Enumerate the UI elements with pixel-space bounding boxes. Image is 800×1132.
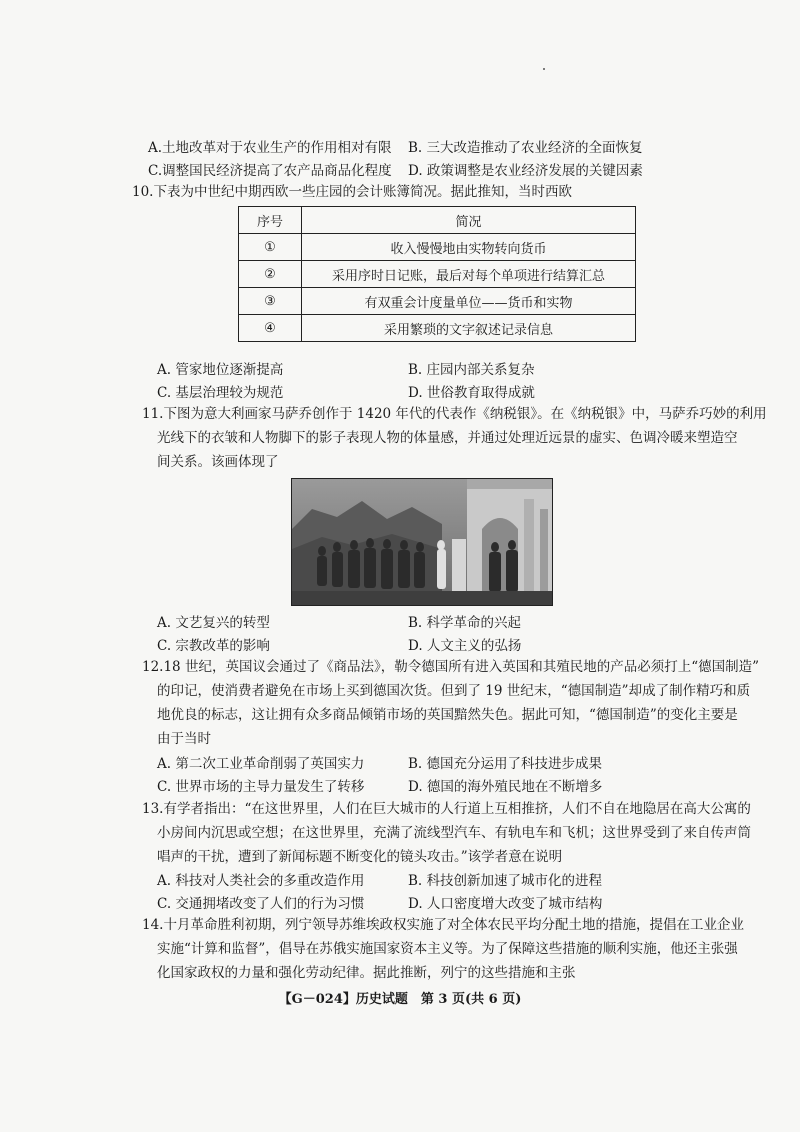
ledger-table bbox=[238, 206, 636, 342]
q12-stem-line: 地优良的标志，这让拥有众多商品倾销市场的英国黯然失色。据此可知，“德国制造”的变化主要是 bbox=[157, 707, 738, 723]
ledger-row-text: 收入慢慢地由实物转向货币 bbox=[302, 234, 636, 261]
tribute-money-painting bbox=[291, 478, 553, 606]
q13-stem-line: 小房间内沉思或空想；在这世界里，充满了流线型汽车、有轨电车和飞机；这世界受到了来自传声筒 bbox=[157, 825, 751, 841]
q11-option-d: D. 人文主义的弘扬 bbox=[408, 638, 522, 654]
table-row bbox=[239, 288, 636, 315]
q13-option-b: B. 科技创新加速了城市化的进程 bbox=[408, 873, 603, 889]
ledger-table-header bbox=[239, 207, 636, 234]
table-row bbox=[239, 261, 636, 288]
page-footer: 【G－024】历史试题 第 3 页(共 6 页) bbox=[278, 992, 522, 1007]
table-row bbox=[239, 234, 636, 261]
ledger-row-num: ③ bbox=[239, 288, 302, 315]
ledger-row-num: ② bbox=[239, 261, 302, 288]
q11-option-c: C. 宗教改革的影响 bbox=[157, 638, 270, 654]
q9-option-b: B. 三大改造推动了农业经济的全面恢复 bbox=[408, 140, 643, 156]
q9-option-d: D. 政策调整是农业经济发展的关键因素 bbox=[408, 163, 643, 179]
ledger-row-text: 采用繁琐的文字叙述记录信息 bbox=[302, 315, 636, 342]
table-row bbox=[239, 315, 636, 342]
ledger-header-summary: 简况 bbox=[302, 207, 636, 234]
ledger-row-text: 采用序时日记账，最后对每个单项进行结算汇总 bbox=[302, 261, 636, 288]
q13-stem-line: 13.有学者指出：“在这世界里，人们在巨大城市的人行道上互相推挤，人们不自在地隐居在高大公寓的 bbox=[142, 801, 751, 817]
q11-stem-line: 间关系。该画体现了 bbox=[157, 454, 279, 470]
q13-option-a: A. 科技对人类社会的多重改造作用 bbox=[157, 873, 365, 889]
q12-stem-line: 由于当时 bbox=[157, 731, 211, 747]
q9-option-c: C.调整国民经济提高了农产品商品化程度 bbox=[148, 163, 392, 179]
q10-stem: 10.下表为中世纪中期西欧一些庄园的会计账簿简况。据此推知，当时西欧 bbox=[132, 184, 572, 200]
ledger-row-text: 有双重会计度量单位——货币和实物 bbox=[302, 288, 636, 315]
q14-stem-line: 实施“计算和监督”，倡导在苏俄实施国家资本主义等。为了保障这些措施的顺利实施，他还主张强 bbox=[157, 941, 738, 957]
q9-option-a: A.土地改革对于农业生产的作用相对有限 bbox=[148, 140, 392, 156]
ledger-row-num: ④ bbox=[239, 315, 302, 342]
q11-stem-line: 11.下图为意大利画家马萨乔创作于 1420 年代的代表作《纳税银》。在《纳税银》中，马萨乔巧妙的利用 bbox=[142, 406, 767, 422]
q13-option-d: D. 人口密度增大改变了城市结构 bbox=[408, 896, 603, 912]
q11-option-b: B. 科学革命的兴起 bbox=[408, 615, 522, 631]
q12-option-a: A. 第二次工业革命削弱了英国实力 bbox=[157, 756, 365, 772]
q13-stem-line: 唱声的干扰，遭到了新闻标题不断变化的镜头攻击。”该学者意在说明 bbox=[157, 849, 563, 865]
q14-stem-line: 14.十月革命胜利初期，列宁领导苏维埃政权实施了对全体农民平均分配土地的措施，提倡在工业企业 bbox=[142, 917, 744, 933]
q12-stem-line: 的印记，使消费者避免在市场上买到德国次货。但到了 19 世纪末，“德国制造”却成了制作精巧和质 bbox=[157, 683, 751, 699]
q10-option-b: B. 庄园内部关系复杂 bbox=[408, 362, 535, 378]
painting-illustration bbox=[292, 479, 552, 605]
q13-option-c: C. 交通拥堵改变了人们的行为习惯 bbox=[157, 896, 365, 912]
ledger-row-num: ① bbox=[239, 234, 302, 261]
q10-option-c: C. 基层治理较为规范 bbox=[157, 385, 284, 401]
q14-stem-line: 化国家政权的力量和强化劳动纪律。据此推断，列宁的这些措施和主张 bbox=[157, 965, 576, 981]
ledger-header-num: 序号 bbox=[239, 207, 302, 234]
scan-speck bbox=[543, 68, 545, 70]
q12-stem-line: 12.18 世纪，英国议会通过了《商品法》，勒令德国所有进入英国和其殖民地的产品必须打上“德国制造” bbox=[142, 659, 759, 675]
q12-option-d: D. 德国的海外殖民地在不断增多 bbox=[408, 779, 603, 795]
q11-stem-line: 光线下的衣皱和人物脚下的影子表现人物的体量感，并通过处理近远景的虚实、色调冷暖来塑造空 bbox=[157, 430, 738, 446]
q12-option-c: C. 世界市场的主导力量发生了转移 bbox=[157, 779, 365, 795]
q11-option-a: A. 文艺复兴的转型 bbox=[157, 615, 270, 631]
q12-option-b: B. 德国充分运用了科技进步成果 bbox=[408, 756, 603, 772]
q10-option-a: A. 管家地位逐渐提高 bbox=[157, 362, 284, 378]
q10-option-d: D. 世俗教育取得成就 bbox=[408, 385, 535, 401]
